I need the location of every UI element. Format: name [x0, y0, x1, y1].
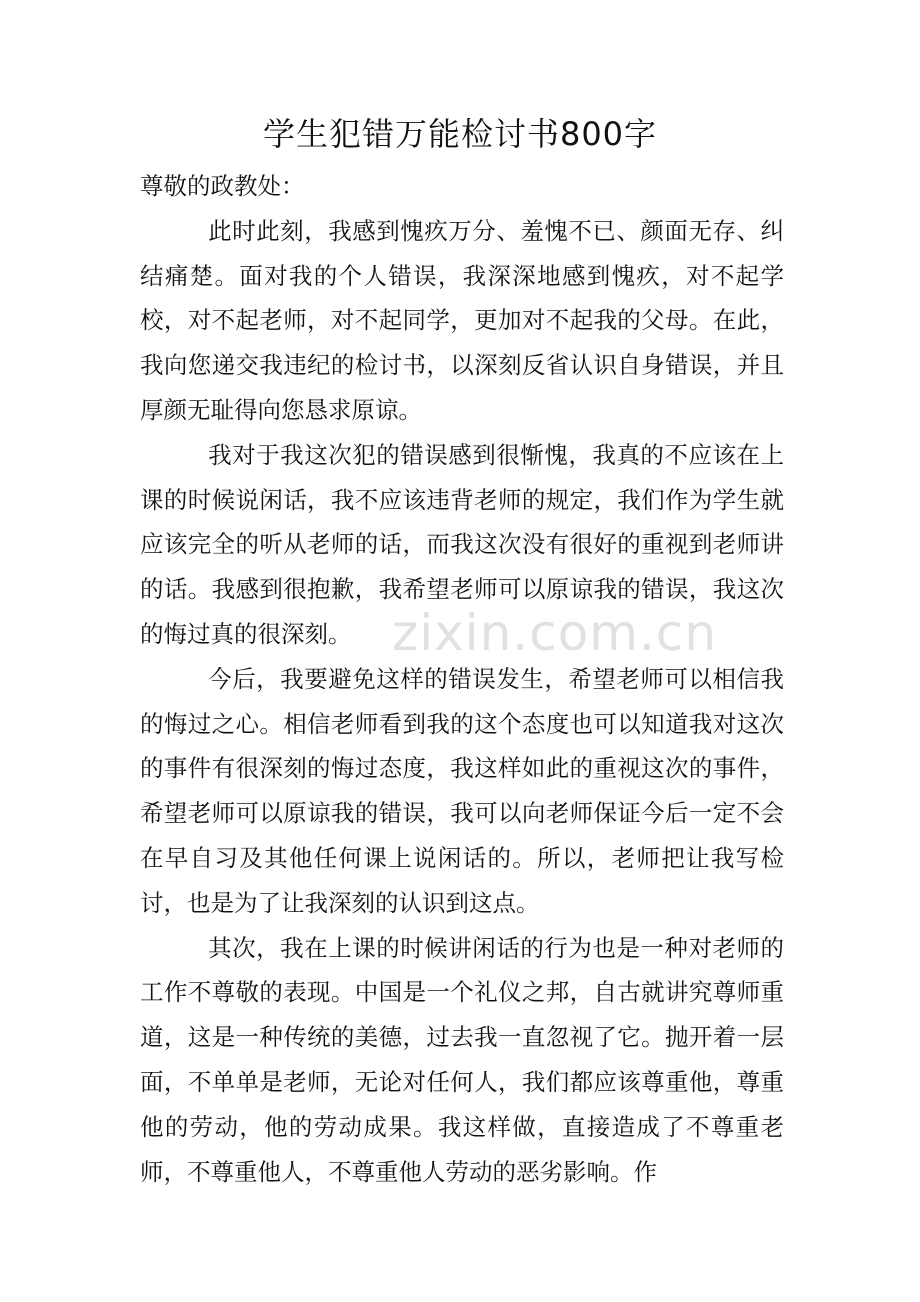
watermark: zixin.com.cn	[392, 604, 718, 662]
paragraph-2: 我对于我这次犯的错误感到很惭愧，我真的不应该在上课的时候说闲话，我不应该违背老师的规定，我们作为学生就应该完全的听从老师的话，而我这次没有很好的重视到老师讲的话。我感到很抱歉，我希望老师可以原谅我的错误，我这次的悔过真的很深刻。	[140, 440, 784, 648]
salutation: 尊敬的政教处：	[140, 172, 305, 200]
paragraph-4: 其次，我在上课的时候讲闲话的行为也是一种对老师的工作不尊敬的表现。中国是一个礼仪之邦，自古就讲究尊师重道，这是一种传统的美德，过去我一直忽视了它。抛开着一层面，不单单是老师，无论对任何人，我们都应该尊重他，尊重他的劳动，他的劳动成果。我这样做，直接造成了不尊重老师，不尊重他人，不尊重他人劳动的恶劣影响。作	[140, 933, 784, 1186]
document-body	[140, 164, 784, 1194]
paragraph-3: 今后，我要避免这样的错误发生，希望老师可以相信我的悔过之心。相信老师看到我的这个态度也可以知道我对这次的事件有很深刻的悔过态度，我这样如此的重视这次的事件，希望老师可以原谅我的错误，我可以向老师保证今后一定不会在早自习及其他任何课上说闲话的。所以，老师把让我写检讨，也是为了让我深刻的认识到这点。	[140, 664, 784, 917]
paragraph-1: 此时此刻，我感到愧疚万分、羞愧不已、颜面无存、纠结痛楚。面对我的个人错误，我深深地感到愧疚，对不起学校，对不起老师，对不起同学，更加对不起我的父母。在此，我向您递交我违纪的检讨书，以深刻反省认识自身错误，并且厚颜无耻得向您恳求原谅。	[140, 216, 784, 424]
document-title: 学生犯错万能检讨书800字	[262, 115, 658, 153]
